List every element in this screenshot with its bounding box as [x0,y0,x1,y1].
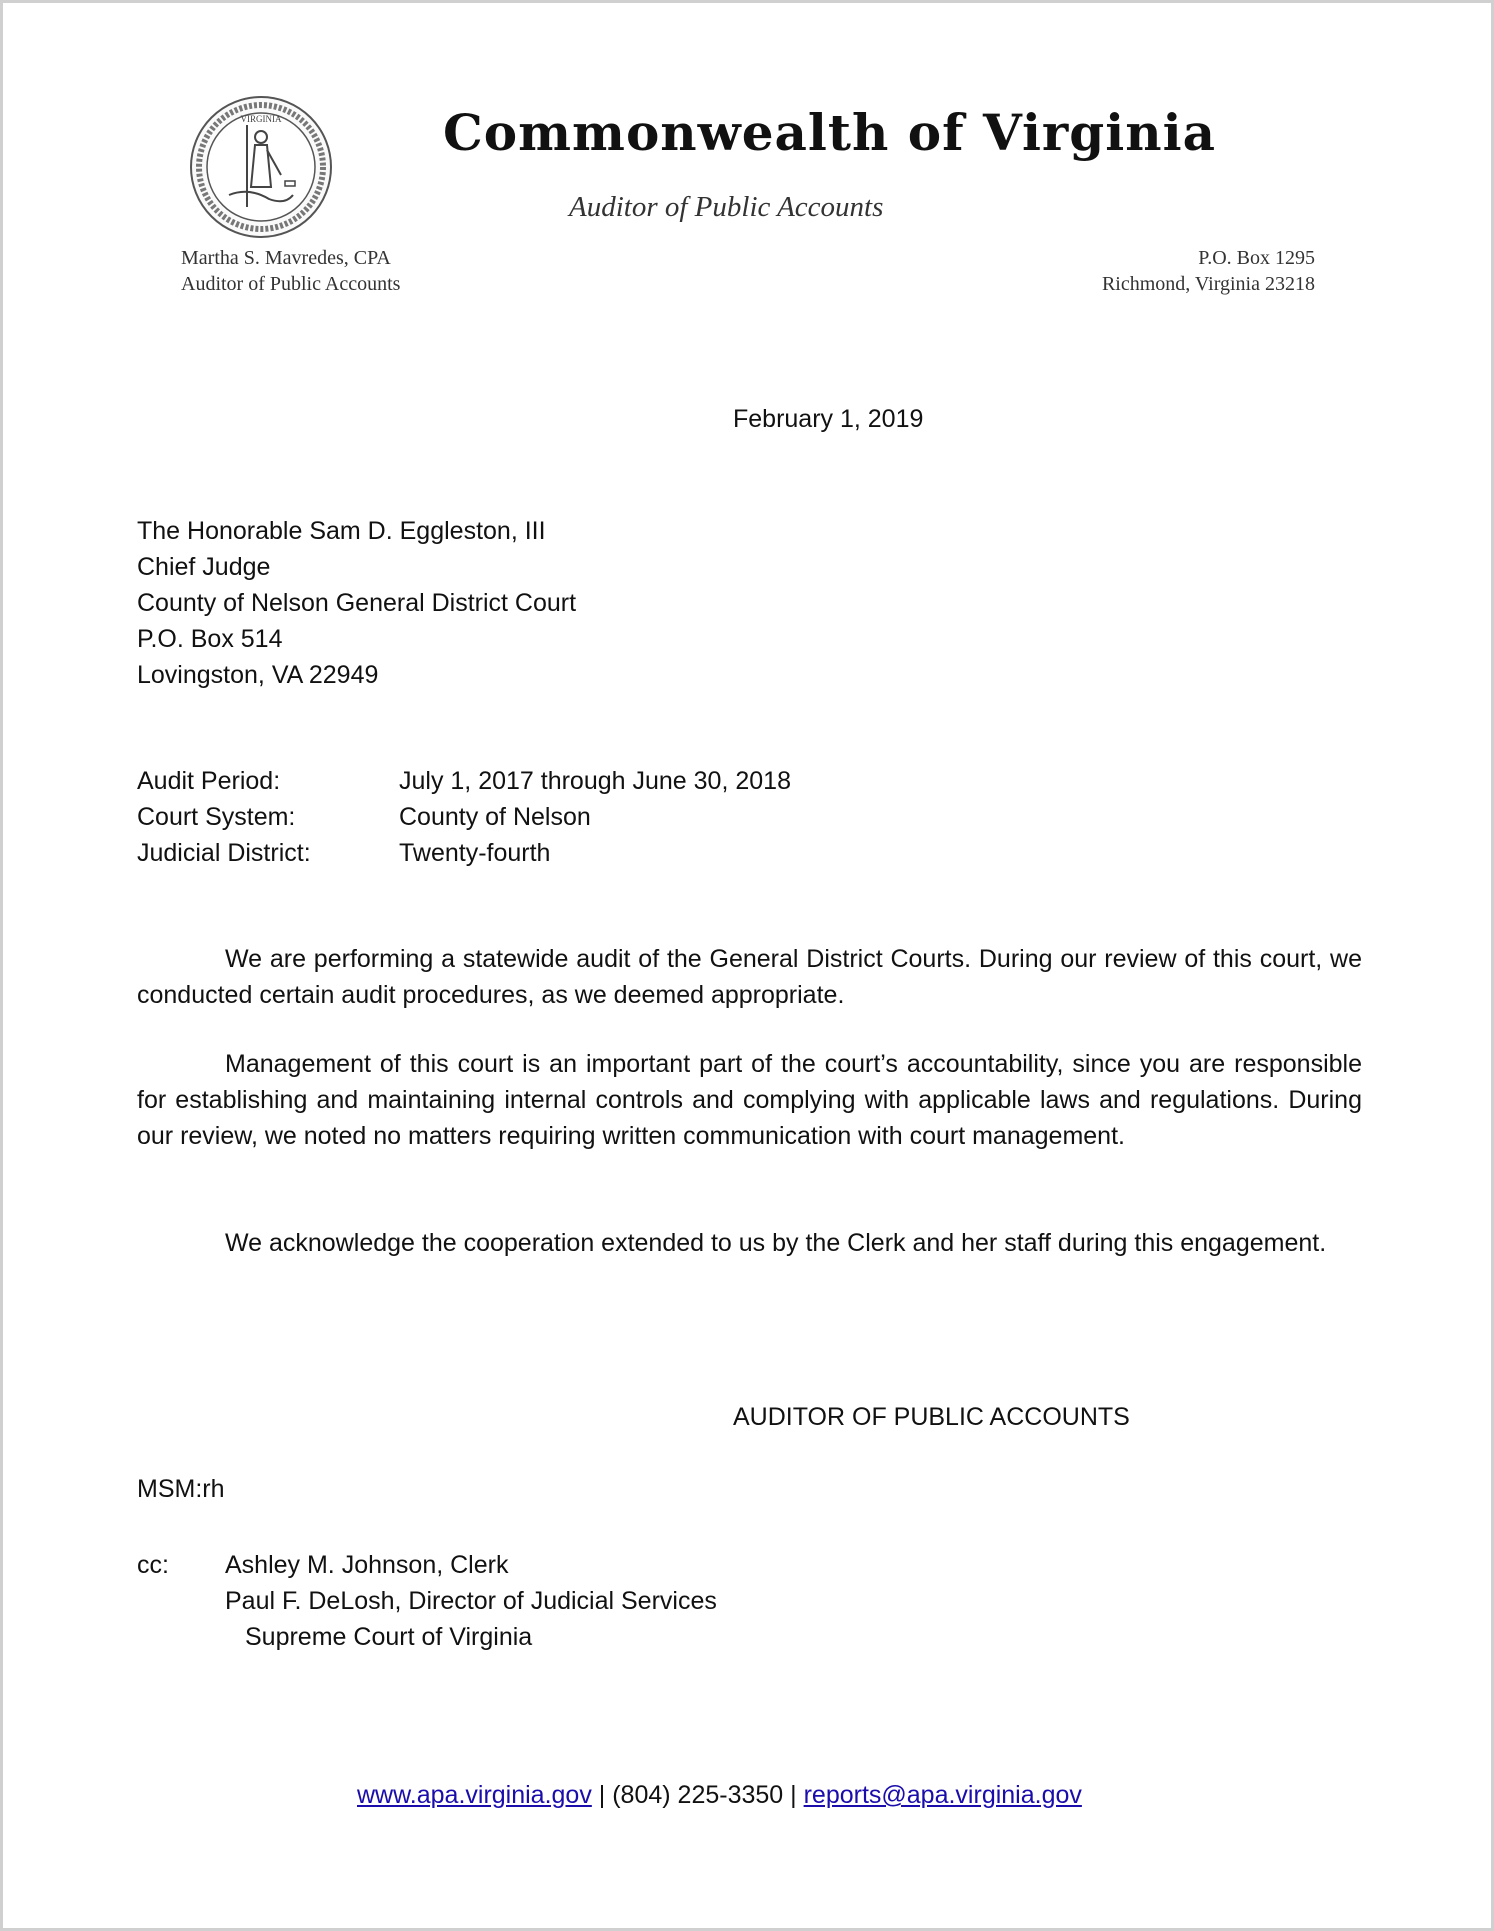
paragraph-2 [137,1046,1362,1154]
city-state-zip: Richmond, Virginia 23218 [1101,273,1315,295]
po-box: P.O. Box 1295 [1198,247,1315,269]
cc-line: Paul F. DeLosh, Director of Judicial Services [225,1587,717,1615]
virginia-seal-icon [189,95,333,239]
separator: | [783,1781,804,1809]
cc-row [137,1547,717,1583]
initials: MSM:rh [137,1475,225,1503]
letter-date: February 1, 2019 [733,405,924,433]
paragraph-1 [137,941,1362,1013]
paragraph-text: We are performing a statewide audit of the General District Courts. During our review of this court, we conducted certain audit procedures, as we deemed appropriate. [137,945,1362,1009]
cc-row [137,1583,717,1619]
auditor-name: Martha S. Mavredes, CPA [181,247,391,269]
recipient-line: County of Nelson General District Court [137,589,577,617]
letterhead-subtitle: Auditor of Public Accounts [569,191,884,223]
cc-block [137,1547,717,1655]
separator: | [591,1781,613,1809]
recipient-line: The Honorable Sam D. Eggleston, III [137,517,546,545]
detail-value: July 1, 2017 through June 30, 2018 [399,767,791,795]
phone-number: (804) 225-3350 [612,1781,784,1809]
auditor-title: Auditor of Public Accounts [181,273,401,295]
cc-row [137,1619,717,1655]
detail-value: Twenty-fourth [399,839,551,867]
recipient-address [137,513,576,693]
footer-contact [357,1781,1082,1810]
detail-label: Court System: [137,803,296,831]
cc-label: cc: [137,1551,169,1579]
paragraph-3 [137,1225,1362,1261]
letterhead-address-block [1102,245,1315,297]
detail-label: Audit Period: [137,767,281,795]
cc-line: Supreme Court of Virginia [245,1623,533,1651]
detail-row-court-system [137,799,791,835]
detail-row-audit-period [137,763,791,799]
website-link[interactable]: www.apa.virginia.gov [357,1781,592,1809]
letterhead-auditor-block [181,245,400,297]
recipient-line: Lovingston, VA 22949 [137,661,379,689]
signature-block: AUDITOR OF PUBLIC ACCOUNTS [733,1403,1130,1431]
paragraph-text: We acknowledge the cooperation extended to us by the Clerk and her staff during this engagement. [225,1229,1327,1257]
detail-value: County of Nelson [399,803,591,831]
email-link[interactable]: reports@apa.virginia.gov [803,1781,1082,1809]
paragraph-text: Management of this court is an important part of the court’s accountability, since you are responsible for establishing and maintaining internal controls and complying with applicable laws and regulations. During our review, we noted no matters requiring written communication with court management. [137,1050,1362,1150]
cc-line: Ashley M. Johnson, Clerk [225,1551,509,1579]
letterhead-title: Commonwealth of Virginia [443,103,1216,162]
audit-details [137,763,791,871]
detail-label: Judicial District: [137,839,311,867]
recipient-line: P.O. Box 514 [137,625,283,653]
svg-text:VIRGINIA: VIRGINIA [240,114,282,124]
recipient-line: Chief Judge [137,553,271,581]
detail-row-judicial-district [137,835,791,871]
